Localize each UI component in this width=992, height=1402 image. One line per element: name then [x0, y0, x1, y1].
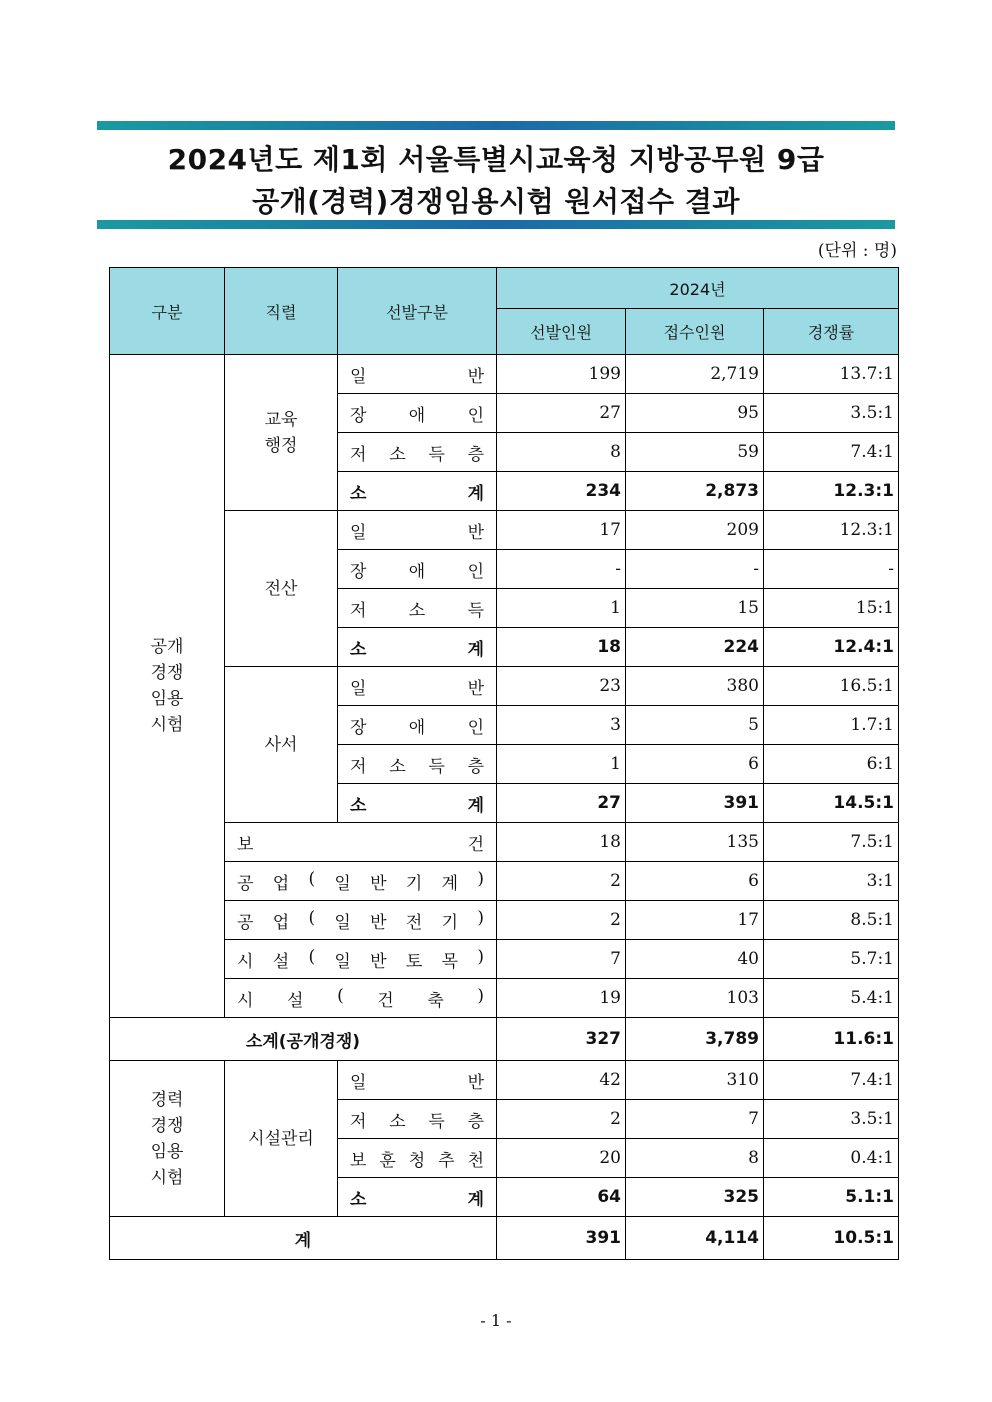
cell-planned: 17	[497, 511, 626, 550]
label-char: (	[308, 946, 316, 967]
label-char: 건	[377, 990, 394, 1011]
label-char: 저	[350, 756, 367, 777]
cell-ratio: 12.3:1	[764, 511, 899, 550]
label-char: 청	[408, 1150, 426, 1171]
label-char: 반	[467, 522, 484, 543]
row-label	[338, 433, 497, 472]
label-char: (	[308, 907, 316, 928]
cell-applicants: 135	[626, 823, 764, 862]
label-char: )	[477, 946, 484, 967]
job-computing: 전산	[225, 511, 338, 667]
label-char: 건	[467, 834, 484, 855]
label-char: 소	[408, 600, 426, 621]
label-char: 소	[350, 639, 367, 660]
cell-applicants: 3,789	[626, 1018, 764, 1061]
row-label	[338, 1178, 497, 1217]
cell-applicants: 95	[626, 394, 764, 433]
label-char: 계	[467, 639, 484, 660]
label-char: 공	[237, 912, 254, 933]
label-char: 추	[438, 1150, 455, 1171]
label-char: 천	[467, 1150, 484, 1171]
row-label	[338, 784, 497, 823]
label-char: 설	[287, 990, 304, 1011]
cell-applicants: -	[626, 550, 764, 589]
label-char: 목	[441, 951, 459, 972]
cell-ratio: 5.7:1	[764, 940, 899, 979]
label-char: 반	[467, 678, 484, 699]
table-row	[110, 1018, 899, 1061]
label-char: 토	[405, 951, 423, 972]
row-label	[225, 862, 497, 901]
cell-ratio: 11.6:1	[764, 1018, 899, 1061]
label-char: 반	[467, 1072, 484, 1093]
table-row	[110, 862, 899, 901]
cell-ratio: 3:1	[764, 862, 899, 901]
cell-applicants: 59	[626, 433, 764, 472]
label-char: 애	[408, 717, 426, 738]
cell-applicants: 2,719	[626, 355, 764, 394]
table-row	[110, 511, 899, 550]
title-top-bar	[97, 121, 895, 130]
label-char: )	[477, 907, 484, 928]
cell-applicants: 17	[626, 901, 764, 940]
label-char: 층	[467, 444, 484, 465]
row-label	[225, 979, 497, 1018]
cell-planned: 1	[497, 589, 626, 628]
cell-applicants: 6	[626, 862, 764, 901]
label-char: 소	[350, 795, 367, 816]
label-char: 반	[370, 951, 387, 972]
label-char: 기	[405, 873, 423, 894]
cell-ratio: 7.4:1	[764, 433, 899, 472]
cell-planned: 234	[497, 472, 626, 511]
cell-ratio: 7.5:1	[764, 823, 899, 862]
cell-planned: 27	[497, 784, 626, 823]
row-label	[338, 355, 497, 394]
row-label	[338, 1100, 497, 1139]
cell-planned: 23	[497, 667, 626, 706]
cell-planned: 64	[497, 1178, 626, 1217]
label-char: 소	[350, 483, 367, 504]
table-row	[110, 823, 899, 862]
label-char: 계	[467, 483, 484, 504]
row-label: 소계(공개경쟁)	[110, 1018, 497, 1061]
label-char: )	[477, 985, 484, 1006]
row-label	[338, 472, 497, 511]
label-char: 소	[350, 1189, 367, 1210]
cell-applicants: 8	[626, 1139, 764, 1178]
label-char: 장	[350, 717, 367, 738]
label-char: 반	[370, 912, 387, 933]
job-edu-admin: 교육 행정	[225, 355, 338, 511]
cell-ratio: 6:1	[764, 745, 899, 784]
cell-applicants: 2,873	[626, 472, 764, 511]
label-char: 애	[408, 561, 426, 582]
cell-applicants: 310	[626, 1061, 764, 1100]
job-facility-mgmt: 시설관리	[225, 1061, 338, 1217]
label-char: 저	[350, 1111, 367, 1132]
cell-applicants: 325	[626, 1178, 764, 1217]
cell-applicants: 7	[626, 1100, 764, 1139]
label-char: 전	[405, 912, 423, 933]
cell-ratio: 5.1:1	[764, 1178, 899, 1217]
label-char: 층	[467, 1111, 484, 1132]
title-bottom-bar	[97, 220, 895, 229]
header-category: 구분	[110, 268, 225, 355]
table-row	[110, 667, 899, 706]
cell-planned: 7	[497, 940, 626, 979]
table-row	[110, 940, 899, 979]
group-open-competition: 공개 경쟁 임용 시험	[110, 355, 225, 1018]
cell-applicants: 5	[626, 706, 764, 745]
results-table	[109, 267, 899, 1260]
cell-ratio: -	[764, 550, 899, 589]
cell-applicants: 4,114	[626, 1217, 764, 1260]
label-char: 일	[334, 951, 351, 972]
cell-applicants: 224	[626, 628, 764, 667]
cell-applicants: 391	[626, 784, 764, 823]
label-char: (	[308, 868, 316, 889]
label-char: 소	[389, 1111, 406, 1132]
cell-ratio: 13.7:1	[764, 355, 899, 394]
cell-applicants: 40	[626, 940, 764, 979]
label-char: 인	[467, 561, 484, 582]
label-char: 시	[237, 990, 254, 1011]
label-char: 층	[467, 756, 484, 777]
cell-ratio: 12.4:1	[764, 628, 899, 667]
label-char: 장	[350, 405, 367, 426]
header-applicants: 접수인원	[626, 309, 764, 355]
row-label: 계	[110, 1217, 497, 1260]
cell-applicants: 103	[626, 979, 764, 1018]
cell-planned: 2	[497, 862, 626, 901]
header-selection: 선발구분	[338, 268, 497, 355]
label-char: 장	[350, 561, 367, 582]
cell-ratio: 14.5:1	[764, 784, 899, 823]
document-title-line2: 공개(경력)경쟁임용시험 원서접수 결과	[252, 185, 740, 218]
row-label	[338, 550, 497, 589]
label-char: 인	[467, 405, 484, 426]
cell-ratio: 1.7:1	[764, 706, 899, 745]
cell-planned: 3	[497, 706, 626, 745]
label-char: )	[477, 868, 484, 889]
label-char: 저	[350, 600, 367, 621]
row-label	[338, 1139, 497, 1178]
header-job: 직렬	[225, 268, 338, 355]
cell-planned: 1	[497, 745, 626, 784]
cell-ratio: 3.5:1	[764, 1100, 899, 1139]
label-char: 일	[350, 1072, 367, 1093]
label-char: 득	[467, 600, 484, 621]
row-label	[338, 1061, 497, 1100]
label-char: 일	[350, 366, 367, 387]
label-char: 공	[237, 873, 254, 894]
job-librarian: 사서	[225, 667, 338, 823]
cell-ratio: 8.5:1	[764, 901, 899, 940]
row-label	[338, 628, 497, 667]
label-char: 반	[370, 873, 387, 894]
label-char: 일	[350, 522, 367, 543]
label-char: 축	[427, 990, 444, 1011]
cell-planned: 199	[497, 355, 626, 394]
label-char: 보	[350, 1150, 367, 1171]
cell-ratio: 5.4:1	[764, 979, 899, 1018]
label-char: 일	[350, 678, 367, 699]
row-label	[225, 823, 497, 862]
label-char: 득	[428, 756, 445, 777]
cell-ratio: 3.5:1	[764, 394, 899, 433]
row-label	[338, 745, 497, 784]
cell-planned: 27	[497, 394, 626, 433]
label-char: 계	[441, 873, 459, 894]
row-label	[338, 589, 497, 628]
document-title-line1: 2024년도 제1회 서울특별시교육청 지방공무원 9급	[167, 143, 825, 176]
label-char: 일	[334, 912, 351, 933]
cell-planned: 327	[497, 1018, 626, 1061]
cell-applicants: 15	[626, 589, 764, 628]
label-char: 소	[389, 756, 406, 777]
row-label	[225, 901, 497, 940]
label-char: 반	[467, 366, 484, 387]
cell-planned: 2	[497, 901, 626, 940]
label-char: 득	[428, 444, 445, 465]
header-year: 2024년	[497, 268, 899, 309]
row-label	[338, 394, 497, 433]
cell-applicants: 380	[626, 667, 764, 706]
cell-planned: 391	[497, 1217, 626, 1260]
cell-planned: 2	[497, 1100, 626, 1139]
cell-planned: -	[497, 550, 626, 589]
cell-ratio: 15:1	[764, 589, 899, 628]
page-number: - 1 -	[480, 1311, 512, 1330]
cell-planned: 8	[497, 433, 626, 472]
row-label	[225, 940, 497, 979]
label-char: 훈	[379, 1150, 396, 1171]
table-row	[110, 1217, 899, 1260]
cell-ratio: 0.4:1	[764, 1139, 899, 1178]
cell-planned: 18	[497, 628, 626, 667]
header-planned: 선발인원	[497, 309, 626, 355]
cell-planned: 20	[497, 1139, 626, 1178]
label-char: 업	[272, 873, 290, 894]
label-char: 시	[237, 951, 254, 972]
cell-planned: 42	[497, 1061, 626, 1100]
table-row	[110, 1061, 899, 1100]
label-char: 설	[272, 951, 290, 972]
label-char: 기	[441, 912, 459, 933]
cell-planned: 18	[497, 823, 626, 862]
row-label	[338, 667, 497, 706]
unit-label: (단위 : 명)	[817, 241, 897, 261]
row-label	[338, 706, 497, 745]
cell-ratio: 10.5:1	[764, 1217, 899, 1260]
cell-ratio: 16.5:1	[764, 667, 899, 706]
label-char: 인	[467, 717, 484, 738]
cell-ratio: 7.4:1	[764, 1061, 899, 1100]
row-label	[338, 511, 497, 550]
cell-applicants: 6	[626, 745, 764, 784]
label-char: 득	[428, 1111, 445, 1132]
header-ratio: 경쟁률	[764, 309, 899, 355]
cell-applicants: 209	[626, 511, 764, 550]
label-char: 업	[272, 912, 290, 933]
label-char: 계	[467, 795, 484, 816]
table-row	[110, 979, 899, 1018]
table-row	[110, 901, 899, 940]
label-char: 보	[237, 834, 254, 855]
label-char: (	[337, 985, 344, 1006]
label-char: 저	[350, 444, 367, 465]
label-char: 소	[389, 444, 406, 465]
cell-ratio: 12.3:1	[764, 472, 899, 511]
table-row	[110, 355, 899, 394]
cell-planned: 19	[497, 979, 626, 1018]
group-career-competition: 경력 경쟁 임용 시험	[110, 1061, 225, 1217]
label-char: 일	[334, 873, 351, 894]
label-char: 계	[467, 1189, 484, 1210]
label-char: 애	[408, 405, 426, 426]
